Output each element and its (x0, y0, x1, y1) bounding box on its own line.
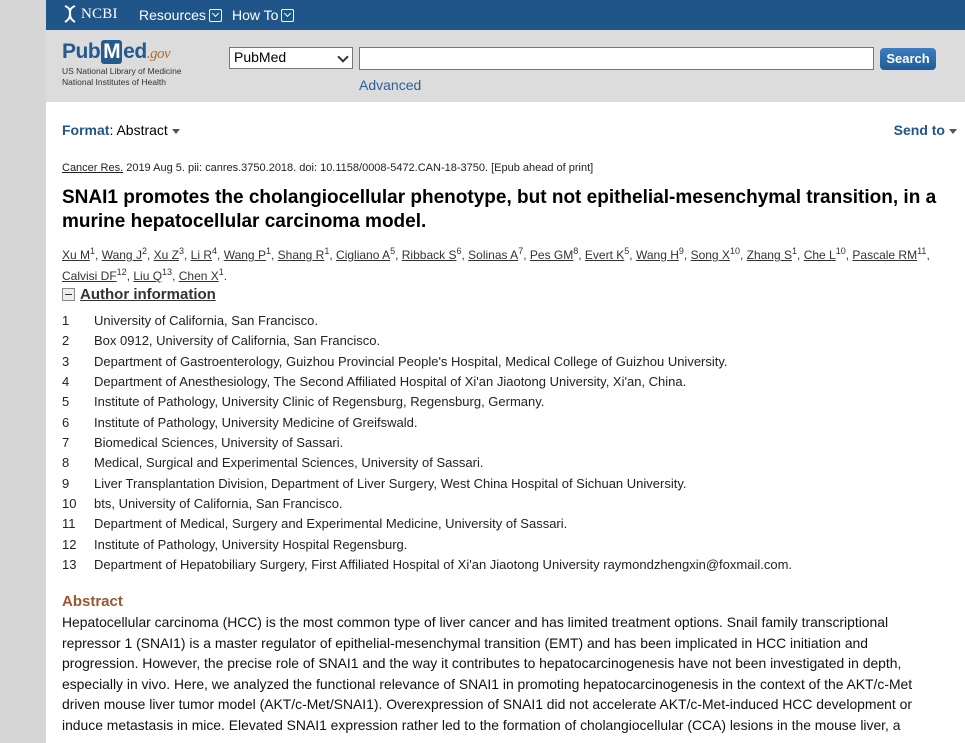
send-to-label: Send to (893, 122, 945, 138)
affiliation-row-number: 4 (62, 374, 70, 390)
affiliation-row (62, 535, 942, 555)
affiliation-row-text: Department of Medical, Surgery and Experimental Medicine, University of Sassari. (94, 516, 568, 532)
ncbi-logo[interactable] (62, 5, 118, 23)
affiliation-number: 3 (178, 246, 184, 256)
ncbi-top-bar (46, 0, 965, 30)
chevron-down-icon (209, 9, 222, 22)
resources-menu-label: Resources (139, 7, 206, 23)
author-link[interactable]: Wang J (101, 248, 142, 262)
author-link[interactable]: Evert K (584, 248, 625, 262)
search-button[interactable]: Search (880, 48, 936, 70)
how-to-menu[interactable] (232, 7, 294, 23)
affiliation-row-number: 12 (62, 536, 77, 552)
affiliation-row-text: University of California, San Francisco. (94, 313, 318, 328)
affiliation-row-text: Institute of Pathology, University Hospital Regensburg. (94, 536, 408, 552)
affiliation-number: 8 (573, 246, 579, 256)
affiliation-number: 1 (218, 267, 224, 277)
affiliation-number: 7 (518, 246, 524, 256)
affiliation-row (62, 453, 942, 473)
database-select[interactable] (229, 47, 353, 69)
author-link[interactable]: Song X (690, 248, 730, 262)
affiliation-row-number: 6 (62, 414, 70, 430)
affiliation-row (62, 352, 942, 372)
abstract-heading: Abstract (62, 593, 123, 610)
collapse-icon (62, 288, 75, 301)
affiliation-row-number: 3 (62, 353, 70, 369)
affiliation-row (62, 413, 942, 433)
affiliation-row-number: 13 (62, 557, 77, 573)
ncbi-logo-text: NCBI (81, 5, 118, 22)
database-select-value: PubMed (234, 49, 287, 65)
caret-down-icon (172, 129, 180, 134)
affiliation-row-text: Box 0912, University of California, San Francisco. (94, 333, 381, 349)
author-link[interactable]: Calvisi DF (62, 269, 117, 283)
affiliation-number: 9 (678, 246, 684, 256)
affiliation-row-text: Institute of Pathology, University Medicine of Greifswald. (94, 414, 418, 430)
affiliation-row-number: 5 (62, 394, 70, 410)
format-selector[interactable]: Format: Abstract (62, 122, 180, 138)
search-input[interactable] (359, 47, 874, 70)
author-list: Xu $M^1$, Wang $J^2$, Xu $Z^3$, Li $R^4$, Wang $P^1$, Shang $R^1$, Cigliano $A^5$, Ribback $S^6$, Solinas $A^7$, Pes $GM^8$, Evert $K^5$, Wang $H^9$, Song $X^{10}$, Zhang $S^1$, Che $L^{10}$, Pascale RM$^{11}$, Calvisi DF$^{12}$, Liu $Q^{13}$, Chen $X^1$. (62, 246, 930, 283)
author-link[interactable]: Pascale RM (852, 248, 918, 262)
affiliation-row-number: 8 (62, 455, 70, 471)
affiliation-number: 10 (835, 246, 846, 256)
author-link[interactable]: Li R (190, 248, 213, 262)
send-to-menu[interactable] (894, 122, 957, 138)
affiliation-number: 10 (729, 246, 740, 256)
affiliation-row (62, 433, 942, 453)
author-link[interactable]: Chen X (178, 269, 219, 283)
author-link[interactable]: Shang R (277, 248, 325, 262)
affiliation-row-number: 2 (62, 333, 70, 349)
ncbi-helix-icon (62, 5, 78, 23)
affiliation-row (62, 474, 942, 494)
author-link[interactable]: Wang P (223, 248, 266, 262)
affiliation-number: 5 (390, 246, 396, 256)
affiliation-number: 1 (265, 246, 271, 256)
affiliation-number: 11 (917, 246, 927, 256)
affiliation-number: 5 (624, 246, 630, 256)
affiliation-row-text: Department of Anesthesiology, The Second Affiliated Hospital of Xi'an Jiaotong University, Xi'an, China. (94, 374, 687, 390)
affiliation-number: 2 (141, 246, 147, 256)
affiliation-list (62, 311, 942, 575)
author-link[interactable]: Cigliano A (336, 248, 391, 262)
affiliation-row-text: Biomedical Sciences, University of Sassari. (94, 435, 344, 451)
format-bar (62, 122, 957, 140)
chevron-down-icon (281, 9, 294, 22)
affiliation-row-text: Medical, Surgical and Experimental Sciences, University of Sassari. (94, 455, 484, 471)
affiliation-number: 1 (792, 246, 798, 256)
author-link[interactable]: Zhang S (746, 248, 792, 262)
affiliation-number: 12 (116, 267, 127, 277)
affiliation-row-text: bts, University of California, San Francisco. (94, 496, 343, 512)
pubmed-wordmark: Pub M ed.gov (62, 40, 171, 63)
chevron-down-icon (337, 51, 348, 62)
affiliation-number: 1 (90, 246, 96, 256)
affiliation-row (62, 392, 942, 412)
author-link[interactable]: Liu Q (133, 269, 163, 283)
affiliation-row-text: Department of Hepatobiliary Surgery, First Affiliated Hospital of Xi'an Jiaotong University raymondzhengxin@foxmail.com. (94, 557, 793, 573)
journal-link[interactable]: Cancer Res. (62, 162, 124, 174)
affiliation-row-number: 10 (62, 496, 77, 512)
affiliation-row (62, 331, 942, 351)
article-title: SNAI1 promotes the cholangiocellular phenotype, but not epithelial-mesenchymal transition, in a murine hepatocellular carcinoma model. (62, 187, 937, 232)
page (46, 0, 965, 743)
abstract-text: Hepatocellular carcinoma (HCC) is the most common type of liver cancer and has limited treatment options. Snail family transcriptional repressor 1 (SNAI1) is a master regulator of epithelial-mesenchymal transition (EMT) and has been implicated in HCC initiation and progression. However, the precise role of SNAI1 and the way it contributes to hepatocarcinogenesis have not been investigated in depth, especially in vivo. Here, we analyzed the functional relevance of SNAI1 in promoting hepatocarcinogenesis in the context of the AKT/c-Met driven mouse liver tumor model (AKT/c-Met/SNAI1). Overexpression of SNAI1 did not accelerate AKT/c-Met-induced HCC development or induce metastasis in mice. Elevated SNAI1 expression rather led to the formation of cholangiocellular (CCA) lesions in the mouse liver, a (62, 614, 913, 733)
affiliation-number: 4 (212, 246, 218, 256)
resources-menu[interactable] (139, 7, 222, 23)
how-to-menu-label: How To (232, 7, 279, 23)
format-label: Format (62, 122, 110, 138)
author-link[interactable]: Wang H (635, 248, 679, 262)
affiliation-number: 1 (324, 246, 330, 256)
advanced-search-link[interactable]: Advanced (359, 77, 422, 93)
affiliation-row (62, 494, 942, 514)
citation (62, 162, 593, 174)
affiliation-number: 13 (162, 267, 173, 277)
author-link[interactable]: Che L (803, 248, 836, 262)
nlm-subtitle: US National Library of Medicine National Institutes of Health (62, 66, 182, 87)
pubmed-logo[interactable] (62, 40, 182, 87)
citation-details: 2019 Aug 5. pii: canres.3750.2018. doi: 10.1158/0008-5472.CAN-18-3750. [Epub ahead of print] (126, 162, 594, 174)
affiliation-row-number: 1 (62, 313, 70, 328)
author-link[interactable]: Pes GM (529, 248, 574, 262)
author-information-toggle[interactable] (62, 286, 216, 303)
affiliation-number: 6 (456, 246, 462, 256)
format-value: Abstract (116, 122, 168, 138)
affiliation-row-text: Liver Transplantation Division, Department of Liver Surgery, West China Hospital of Sichuan University. (94, 475, 687, 491)
affiliation-row-number: 11 (62, 516, 76, 532)
affiliation-row-number: 7 (62, 435, 70, 451)
affiliation-row-number: 9 (62, 475, 70, 491)
affiliation-row (62, 311, 942, 331)
affiliation-row-text: Department of Gastroenterology, Guizhou Provincial People's Hospital, Medical College of Guizhou University. (94, 353, 728, 369)
affiliation-row (62, 555, 942, 575)
author-information-label: Author information (80, 286, 216, 303)
affiliation-row-text: Institute of Pathology, University Clinic of Regensburg, Regensburg, Germany. (94, 394, 545, 410)
affiliation-row (62, 514, 942, 534)
author-link[interactable]: Solinas A (468, 248, 519, 262)
affiliation-row (62, 372, 942, 392)
caret-down-icon (949, 129, 957, 134)
author-link[interactable]: Ribback S (401, 248, 457, 262)
author-link[interactable]: Xu Z (153, 248, 179, 262)
author-link[interactable]: Xu M (62, 248, 91, 262)
